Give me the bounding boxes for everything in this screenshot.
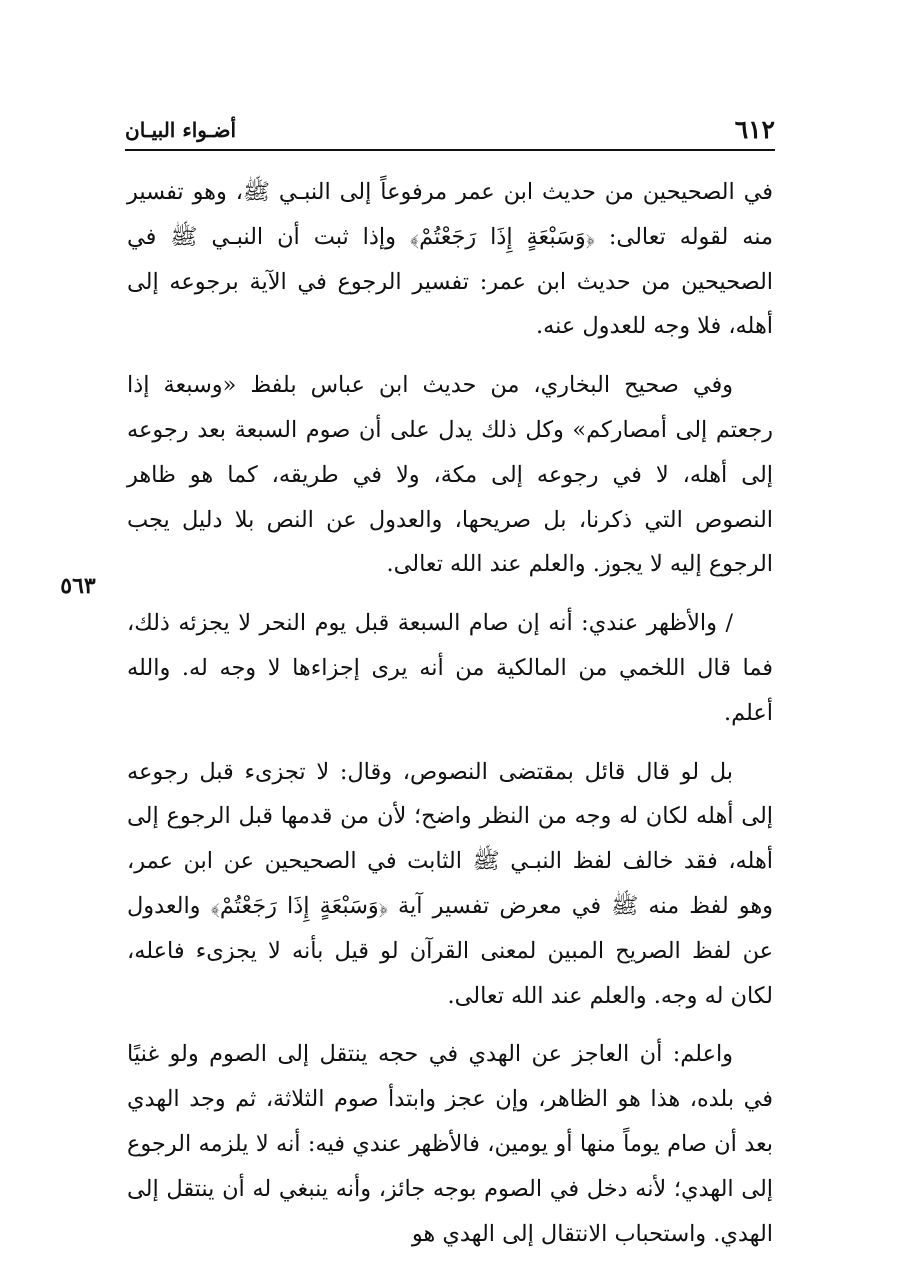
page-header <box>125 112 775 148</box>
margin-page-marker: ٥٦٣ <box>60 573 96 599</box>
header-rule <box>125 149 775 151</box>
paragraph-3: / والأظهر عندي: أنه إن صام السبعة قبل يوم النحر لا يجزئه ذلك، فما قال اللخمي من المالكية من أنه يرى إجزاءها لا وجه له. والله أعلم. <box>127 610 773 726</box>
body-text <box>127 170 773 1270</box>
paragraph-4: بل لو قال قائل بمقتضى النصوص، وقال: لا تجزىء قبل رجوعه إلى أهله لكان له وجه من النظر واضح؛ لأن من قدمها قبل الرجوع إلى أهله، فقد خالف لفظ النبـي ﷺ الثابت في الصحيحين عن ابن عمر، وهو لفظ منه ﷺ في معرض تفسير آية ﴿وَسَبْعَةٍ إِذَا رَجَعْتُمْ﴾ والعدول عن لفظ الصريح المبين لمعنى القرآن لو قيل بأنه لا يجزىء فاعله، لكان له وجه. والعلم عند الله تعالى. <box>127 758 773 1009</box>
paragraph-5: واعلم: أن العاجز عن الهدي في حجه ينتقل إلى الصوم ولو غنيًا في بلده، هذا هو الظاهر، وإن عجز وابتدأ صوم الثلاثة، ثم وجد الهدي بعد أن صام يوماً منها أو يومين، فالأظهر عندي فيه: أنه لا يلزمه الرجوع إلى الهدي؛ لأنه دخل في الصوم بوجه جائز، وأنه ينبغي له أن ينتقل إلى الهدي. واستحباب الانتقال إلى الهدي هو <box>127 1041 773 1247</box>
paragraph-1: في الصحيحين من حديث ابن عمر مرفوعاً إلى النبـي ﷺ، وهو تفسير منه لقوله تعالى: ﴿وَسَبْعَةٍ إِذَا رَجَعْتُمْ﴾ وإذا ثبت أن النبـي ﷺ في الصحيحين من حديث ابن عمر: تفسير الرجوع في الآية برجوعه إلى أهله، فلا وجه للعدول عنه. <box>127 179 773 340</box>
paragraph-2: وفي صحيح البخاري، من حديث ابن عباس بلفظ «وسبعة إذا رجعتم إلى أمصاركم» وكل ذلك يدل على أن صوم السبعة بعد رجوعه إلى أهله، لا في رجوعه إلى مكة، ولا في طريقه، كما هو ظاهر النصوص التي ذكرنا، بل صريحها، والعدول عن النص بلا دليل يجب الرجوع إليه لا يجوز. والعلم عند الله تعالى. <box>127 372 773 578</box>
running-title: أضـواء البيـان <box>125 118 237 142</box>
page-number: ٦١٢ <box>734 115 775 144</box>
